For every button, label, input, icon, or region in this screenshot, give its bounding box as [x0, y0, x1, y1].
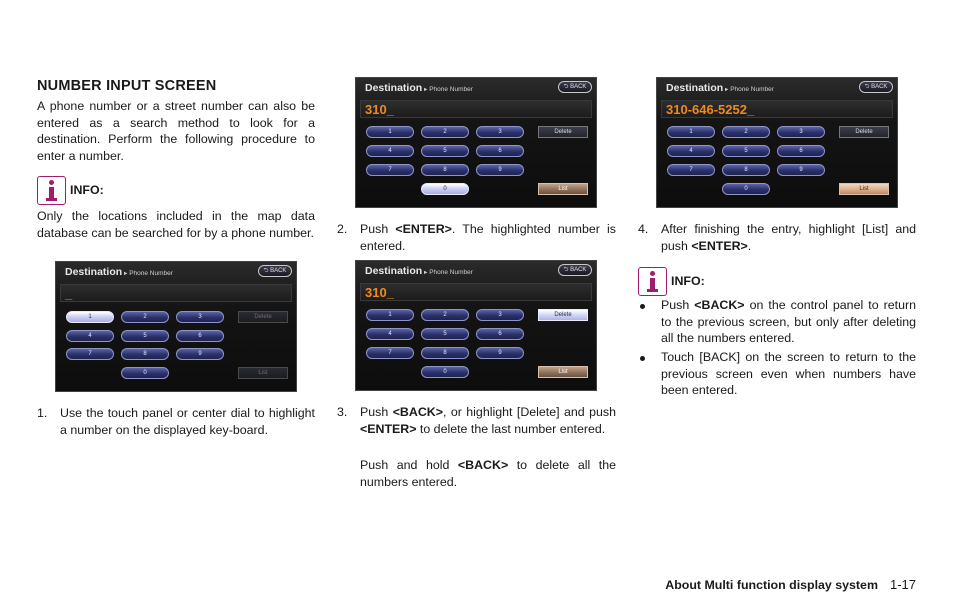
key-4[interactable]: 4 [366, 145, 414, 157]
key-2[interactable]: 2 [421, 126, 469, 138]
screen-title: Destination ▸ Phone Number [666, 82, 774, 94]
info-bullet-2 [638, 349, 916, 399]
key-9[interactable]: 9 [476, 164, 524, 176]
key-0[interactable]: 0 [722, 183, 770, 195]
key-6[interactable]: 6 [176, 330, 224, 342]
number-input-field[interactable] [360, 100, 592, 118]
key-4[interactable]: 4 [667, 145, 715, 157]
step-text: Use the touch panel or center dial to highlight a number on the displayed key-board. [60, 406, 315, 437]
key-5[interactable]: 5 [121, 330, 169, 342]
screen-step-3 [355, 260, 597, 391]
step-4 [638, 221, 916, 255]
footer-title: About Multi function display system [665, 578, 878, 592]
step-number: 4. [638, 222, 649, 236]
bullet-dot [640, 304, 645, 309]
key-6[interactable]: 6 [476, 328, 524, 340]
key-6[interactable]: 6 [476, 145, 524, 157]
key-1[interactable]: 1 [667, 126, 715, 138]
key-5[interactable]: 5 [421, 328, 469, 340]
page-number: 1-17 [889, 577, 916, 592]
back-button[interactable]: ⮌ BACK [258, 265, 292, 277]
key-2[interactable]: 2 [421, 309, 469, 321]
delete-button[interactable]: Delete [839, 126, 889, 138]
back-button[interactable]: ⮌ BACK [558, 81, 592, 93]
key-3[interactable]: 3 [476, 126, 524, 138]
info-bullet-1 [638, 297, 916, 347]
bullet-text: Touch [BACK] on the screen to return to the previous screen even when numbers have been entered. [661, 350, 916, 397]
key-7[interactable]: 7 [366, 347, 414, 359]
info-label: INFO: [671, 274, 705, 289]
key-6[interactable]: 6 [777, 145, 825, 157]
step-number: 2. [337, 222, 348, 236]
info-icon [37, 176, 66, 205]
step-text: Push <BACK>, or highlight [Delete] and push <ENTER> to delete the last number entered. [360, 405, 616, 436]
delete-button[interactable]: Delete [238, 311, 288, 323]
info-icon [638, 267, 667, 296]
key-9[interactable]: 9 [176, 348, 224, 360]
info-box-2 [638, 267, 705, 296]
step-extra-text: Push and hold <BACK> to delete all the numbers entered. [360, 458, 616, 489]
key-1[interactable]: 1 [366, 126, 414, 138]
screen-step-2 [355, 77, 597, 208]
page-footer [665, 577, 916, 594]
key-2[interactable]: 2 [722, 126, 770, 138]
back-button[interactable]: ⮌ BACK [859, 81, 893, 93]
key-7[interactable]: 7 [667, 164, 715, 176]
key-9[interactable]: 9 [777, 164, 825, 176]
bullet-text: Push <BACK> on the control panel to return to the previous screen, but only after deleting all the numbers entered. [661, 298, 916, 345]
key-0[interactable]: 0 [421, 183, 469, 195]
section-title: NUMBER INPUT SCREEN [37, 78, 217, 94]
input-value: _ [65, 286, 73, 301]
screen-title: Destination ▸ Phone Number [65, 266, 173, 278]
step-3 [337, 404, 616, 499]
info-label: INFO: [70, 183, 104, 198]
step-number: 1. [37, 406, 48, 420]
key-1[interactable]: 1 [366, 309, 414, 321]
screen-step-4 [656, 77, 898, 208]
info-box-1 [37, 176, 104, 205]
list-button[interactable]: List [839, 183, 889, 195]
key-9[interactable]: 9 [476, 347, 524, 359]
key-4[interactable]: 4 [366, 328, 414, 340]
delete-button[interactable]: Delete [538, 309, 588, 321]
key-4[interactable]: 4 [66, 330, 114, 342]
key-5[interactable]: 5 [722, 145, 770, 157]
list-button[interactable]: List [538, 366, 588, 378]
key-8[interactable]: 8 [121, 348, 169, 360]
key-3[interactable]: 3 [476, 309, 524, 321]
input-value: 310-646-5252_ [666, 102, 755, 117]
screen-title: Destination ▸ Phone Number [365, 82, 473, 94]
input-value: 310_ [365, 102, 394, 117]
key-1[interactable]: 1 [66, 311, 114, 323]
step-2 [337, 221, 616, 255]
key-8[interactable]: 8 [421, 347, 469, 359]
key-8[interactable]: 8 [421, 164, 469, 176]
input-value: 310_ [365, 285, 394, 300]
step-text: Push <ENTER>. The highlighted number is entered. [360, 222, 616, 253]
number-input-field[interactable] [360, 283, 592, 301]
bullet-dot [640, 356, 645, 361]
list-button[interactable]: List [238, 367, 288, 379]
key-7[interactable]: 7 [66, 348, 114, 360]
step-text: After finishing the entry, highlight [List] and push <ENTER>. [661, 222, 916, 253]
info-text: Only the locations included in the map data database can be searched for by a phone number. [37, 209, 315, 240]
key-5[interactable]: 5 [421, 145, 469, 157]
back-button[interactable]: ⮌ BACK [558, 264, 592, 276]
key-2[interactable]: 2 [121, 311, 169, 323]
number-input-field[interactable] [60, 284, 292, 302]
intro-paragraph: A phone number or a street number can also be entered as a search method to look for a destination. Perform the following procedure to enter a number. [37, 99, 315, 163]
number-input-field[interactable] [661, 100, 893, 118]
step-number: 3. [337, 405, 348, 419]
key-3[interactable]: 3 [176, 311, 224, 323]
key-8[interactable]: 8 [722, 164, 770, 176]
key-7[interactable]: 7 [366, 164, 414, 176]
list-button[interactable]: List [538, 183, 588, 195]
key-0[interactable]: 0 [121, 367, 169, 379]
screen-step-1 [55, 261, 297, 392]
step-1 [37, 405, 315, 455]
delete-button[interactable]: Delete [538, 126, 588, 138]
key-3[interactable]: 3 [777, 126, 825, 138]
screen-title: Destination ▸ Phone Number [365, 265, 473, 277]
key-0[interactable]: 0 [421, 366, 469, 378]
